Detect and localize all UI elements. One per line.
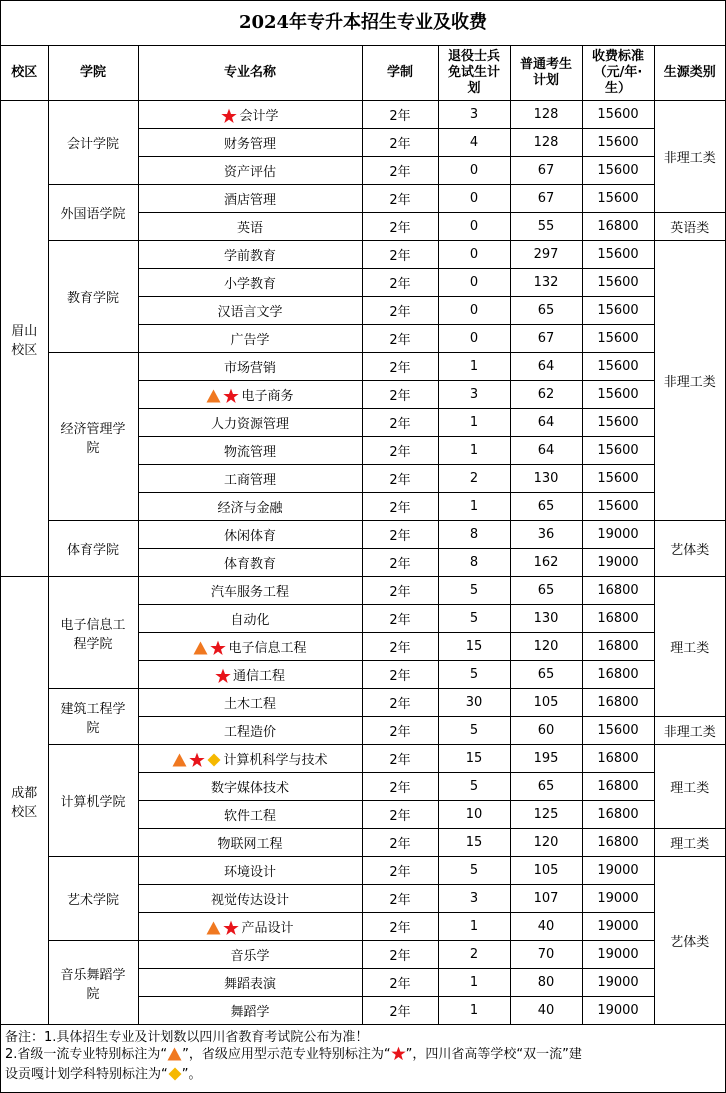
veteran-plan-cell: 1 [438,353,510,381]
fee-cell: 15600 [582,465,654,493]
triangle-icon [172,753,187,767]
star-icon [221,108,237,124]
duration-cell: 2年 [362,549,438,577]
category-cell: 理工类 [654,745,725,829]
major-name: 会计学 [239,108,279,124]
regular-plan-cell: 55 [510,213,582,241]
duration-cell: 2年 [362,493,438,521]
fee-cell: 16800 [582,801,654,829]
major-name: 市场营销 [223,361,276,376]
regular-plan-cell: 67 [510,157,582,185]
fee-cell: 15600 [582,297,654,325]
fee-cell: 15600 [582,437,654,465]
star-icon [215,668,231,684]
major-cell [138,493,362,521]
duration-cell: 2年 [362,829,438,857]
duration-cell: 2年 [362,633,438,661]
major-name: 计算机科学与技术 [223,752,328,768]
major-cell [138,549,362,577]
regular-plan-cell: 64 [510,437,582,465]
table-row [1,745,725,773]
fee-cell: 15600 [582,185,654,213]
major-name: 土木工程 [223,697,276,712]
category-cell: 理工类 [654,829,725,857]
major-name: 人力资源管理 [210,417,289,432]
major-name: 工程造价 [223,725,276,740]
major-name: 软件工程 [223,809,276,824]
major-cell [138,717,362,745]
regular-plan-cell: 40 [510,997,582,1025]
major-name: 音乐学 [230,949,270,964]
major-name: 汉语言文学 [217,305,283,320]
veteran-plan-cell: 0 [438,241,510,269]
veteran-plan-cell: 1 [438,437,510,465]
veteran-plan-cell: 1 [438,913,510,941]
fee-cell: 16800 [582,577,654,605]
fee-cell: 19000 [582,521,654,549]
regular-plan-cell: 65 [510,493,582,521]
major-cell [138,941,362,969]
duration-cell: 2年 [362,297,438,325]
regular-plan-cell: 64 [510,409,582,437]
fee-cell: 16800 [582,213,654,241]
major-name: 汽车服务工程 [210,585,289,600]
table-row [1,353,725,381]
regular-plan-cell: 67 [510,325,582,353]
duration-cell: 2年 [362,325,438,353]
major-name: 物联网工程 [217,837,283,852]
veteran-plan-cell: 1 [438,969,510,997]
diamond-icon [207,753,221,767]
duration-cell: 2年 [362,241,438,269]
note-line-2-b: ”，省级应用型示范专业特别标注为“ [182,1047,391,1062]
diamond-icon [168,1067,182,1086]
regular-plan-cell: 60 [510,717,582,745]
regular-plan-cell: 107 [510,885,582,913]
veteran-plan-cell: 1 [438,997,510,1025]
major-cell [138,913,362,941]
duration-cell: 2年 [362,605,438,633]
duration-cell: 2年 [362,101,438,129]
major-cell [138,633,362,661]
major-cell [138,213,362,241]
enrollment-table [1,46,725,1025]
star-icon [189,752,205,768]
major-cell [138,745,362,773]
regular-plan-cell: 40 [510,913,582,941]
category-cell: 非理工类 [654,241,725,521]
regular-plan-cell: 162 [510,549,582,577]
college-cell: 会计学院 [48,101,138,185]
veteran-plan-cell: 0 [438,185,510,213]
duration-cell: 2年 [362,717,438,745]
regular-plan-cell: 80 [510,969,582,997]
category-cell: 英语类 [654,213,725,241]
major-name: 资产评估 [223,165,276,180]
major-cell [138,241,362,269]
note-line-3-a: 设贡嘎计划学科特别标注为“ [5,1067,168,1082]
table-row [1,185,725,213]
duration-cell: 2年 [362,801,438,829]
duration-cell: 2年 [362,185,438,213]
table-row [1,101,725,129]
duration-cell: 2年 [362,913,438,941]
category-cell: 艺体类 [654,857,725,1025]
category-cell: 非理工类 [654,717,725,745]
major-cell [138,997,362,1025]
fee-cell: 15600 [582,241,654,269]
veteran-plan-cell: 5 [438,717,510,745]
header-college: 学院 [48,46,138,101]
duration-cell: 2年 [362,353,438,381]
veteran-plan-cell: 5 [438,661,510,689]
regular-plan-cell: 120 [510,633,582,661]
college-cell: 艺术学院 [48,857,138,941]
fee-cell: 19000 [582,913,654,941]
major-cell [138,465,362,493]
star-icon [210,640,226,656]
regular-plan-cell: 130 [510,465,582,493]
duration-cell: 2年 [362,969,438,997]
veteran-plan-cell: 8 [438,549,510,577]
note-line-3-b: ”。 [181,1067,202,1082]
fee-cell: 15600 [582,381,654,409]
header-category: 生源类别 [654,46,725,101]
regular-plan-cell: 64 [510,353,582,381]
page-title: 2024年专升本招生专业及收费 [1,1,725,46]
triangle-icon [206,389,221,403]
major-cell [138,829,362,857]
major-cell [138,409,362,437]
major-name: 数字媒体技术 [210,781,289,796]
major-cell [138,325,362,353]
veteran-plan-cell: 2 [438,465,510,493]
major-name: 产品设计 [241,920,294,936]
major-name: 自动化 [230,613,270,628]
duration-cell: 2年 [362,773,438,801]
veteran-plan-cell: 15 [438,745,510,773]
duration-cell: 2年 [362,857,438,885]
regular-plan-cell: 62 [510,381,582,409]
fee-cell: 16800 [582,689,654,717]
category-cell: 理工类 [654,577,725,717]
fee-cell: 15600 [582,409,654,437]
regular-plan-cell: 67 [510,185,582,213]
major-name: 小学教育 [223,277,276,292]
veteran-plan-cell: 4 [438,129,510,157]
veteran-plan-cell: 3 [438,885,510,913]
note-line-2-c: ”，四川省高等学校“双一流”建 [405,1047,582,1062]
regular-plan-cell: 120 [510,829,582,857]
major-name: 财务管理 [223,137,276,152]
college-cell: 外国语学院 [48,185,138,241]
major-name: 广告学 [230,333,270,348]
major-cell [138,437,362,465]
major-name: 经济与金融 [217,501,283,516]
fee-cell: 19000 [582,857,654,885]
fee-cell: 16800 [582,633,654,661]
college-cell: 经济管理学院 [48,353,138,521]
veteran-plan-cell: 5 [438,605,510,633]
veteran-plan-cell: 0 [438,269,510,297]
category-cell: 非理工类 [654,101,725,213]
star-icon [223,388,239,404]
header-fee: 收费标准（元/年·生） [582,46,654,101]
regular-plan-cell: 130 [510,605,582,633]
table-row [1,577,725,605]
fee-cell: 15600 [582,157,654,185]
college-cell: 教育学院 [48,241,138,353]
duration-cell: 2年 [362,213,438,241]
table-row [1,241,725,269]
major-name: 物流管理 [223,445,276,460]
fee-cell: 15600 [582,269,654,297]
major-cell [138,297,362,325]
major-cell [138,185,362,213]
major-cell [138,689,362,717]
major-cell [138,381,362,409]
major-name: 舞蹈表演 [223,977,276,992]
triangle-icon [206,921,221,935]
duration-cell: 2年 [362,437,438,465]
table-row [1,941,725,969]
veteran-plan-cell: 0 [438,213,510,241]
fee-cell: 15600 [582,129,654,157]
fee-cell: 16800 [582,661,654,689]
header-veteran-plan: 退役士兵免试生计划 [438,46,510,101]
regular-plan-cell: 125 [510,801,582,829]
star-icon [223,920,239,936]
fee-cell: 15600 [582,493,654,521]
regular-plan-cell: 36 [510,521,582,549]
college-cell: 电子信息工程学院 [48,577,138,689]
veteran-plan-cell: 5 [438,857,510,885]
note-line-2-a: 2.省级一流专业特别标注为“ [5,1047,168,1062]
duration-cell: 2年 [362,129,438,157]
major-name: 环境设计 [223,865,276,880]
note-line-2 [5,1046,721,1066]
veteran-plan-cell: 3 [438,101,510,129]
header-major: 专业名称 [138,46,362,101]
campus-cell: 成都校区 [1,577,48,1025]
duration-cell: 2年 [362,269,438,297]
major-name: 工商管理 [223,473,276,488]
regular-plan-cell: 297 [510,241,582,269]
duration-cell: 2年 [362,689,438,717]
duration-cell: 2年 [362,521,438,549]
regular-plan-cell: 65 [510,773,582,801]
veteran-plan-cell: 5 [438,773,510,801]
table-row [1,857,725,885]
note-line-1: 备注：1.具体招生专业及计划数以四川省教育考试院公布为准！ [5,1030,369,1045]
major-name: 英语 [236,221,263,236]
veteran-plan-cell: 30 [438,689,510,717]
major-name: 舞蹈学 [230,1005,270,1020]
notes [1,1025,725,1090]
regular-plan-cell: 105 [510,857,582,885]
major-cell [138,773,362,801]
regular-plan-cell: 132 [510,269,582,297]
duration-cell: 2年 [362,885,438,913]
college-cell: 体育学院 [48,521,138,577]
college-cell: 建筑工程学院 [48,689,138,745]
fee-cell: 19000 [582,885,654,913]
regular-plan-cell: 70 [510,941,582,969]
regular-plan-cell: 105 [510,689,582,717]
major-name: 电子信息工程 [228,640,307,656]
major-cell [138,605,362,633]
fee-cell: 19000 [582,997,654,1025]
major-cell [138,577,362,605]
note-line-3 [5,1066,721,1086]
major-name: 学前教育 [223,249,276,264]
fee-cell: 19000 [582,969,654,997]
college-cell: 音乐舞蹈学院 [48,941,138,1025]
veteran-plan-cell: 15 [438,829,510,857]
header-regular-plan: 普通考生计划 [510,46,582,101]
duration-cell: 2年 [362,381,438,409]
major-cell [138,353,362,381]
major-name: 体育教育 [223,557,276,572]
duration-cell: 2年 [362,745,438,773]
regular-plan-cell: 65 [510,297,582,325]
header-campus: 校区 [1,46,48,101]
major-cell [138,661,362,689]
duration-cell: 2年 [362,409,438,437]
major-name: 休闲体育 [223,529,276,544]
major-cell [138,857,362,885]
header-row [1,46,725,101]
table-row [1,521,725,549]
fee-cell: 16800 [582,773,654,801]
major-cell [138,801,362,829]
category-cell: 艺体类 [654,521,725,577]
fee-cell: 15600 [582,101,654,129]
veteran-plan-cell: 0 [438,157,510,185]
veteran-plan-cell: 10 [438,801,510,829]
veteran-plan-cell: 8 [438,521,510,549]
major-name: 电子商务 [241,388,294,404]
veteran-plan-cell: 2 [438,941,510,969]
fee-cell: 15600 [582,353,654,381]
veteran-plan-cell: 15 [438,633,510,661]
veteran-plan-cell: 1 [438,493,510,521]
regular-plan-cell: 65 [510,661,582,689]
veteran-plan-cell: 5 [438,577,510,605]
major-name: 视觉传达设计 [210,893,289,908]
fee-cell: 19000 [582,549,654,577]
major-name: 通信工程 [232,668,285,684]
veteran-plan-cell: 1 [438,409,510,437]
college-cell: 计算机学院 [48,745,138,857]
regular-plan-cell: 128 [510,101,582,129]
regular-plan-cell: 128 [510,129,582,157]
major-cell [138,101,362,129]
major-cell [138,885,362,913]
fee-cell: 16800 [582,829,654,857]
major-cell [138,969,362,997]
regular-plan-cell: 65 [510,577,582,605]
header-duration: 学制 [362,46,438,101]
regular-plan-cell: 195 [510,745,582,773]
star-icon [391,1046,406,1066]
major-cell [138,129,362,157]
fee-cell: 16800 [582,605,654,633]
fee-cell: 15600 [582,717,654,745]
major-cell [138,521,362,549]
triangle-icon [167,1047,182,1066]
duration-cell: 2年 [362,661,438,689]
triangle-icon [193,641,208,655]
major-cell [138,269,362,297]
campus-cell: 眉山校区 [1,101,48,577]
duration-cell: 2年 [362,157,438,185]
major-name: 酒店管理 [223,193,276,208]
fee-cell: 19000 [582,941,654,969]
veteran-plan-cell: 3 [438,381,510,409]
duration-cell: 2年 [362,941,438,969]
fee-cell: 15600 [582,325,654,353]
veteran-plan-cell: 0 [438,297,510,325]
duration-cell: 2年 [362,577,438,605]
major-cell [138,157,362,185]
table-row [1,689,725,717]
duration-cell: 2年 [362,465,438,493]
fee-cell: 16800 [582,745,654,773]
duration-cell: 2年 [362,997,438,1025]
veteran-plan-cell: 0 [438,325,510,353]
